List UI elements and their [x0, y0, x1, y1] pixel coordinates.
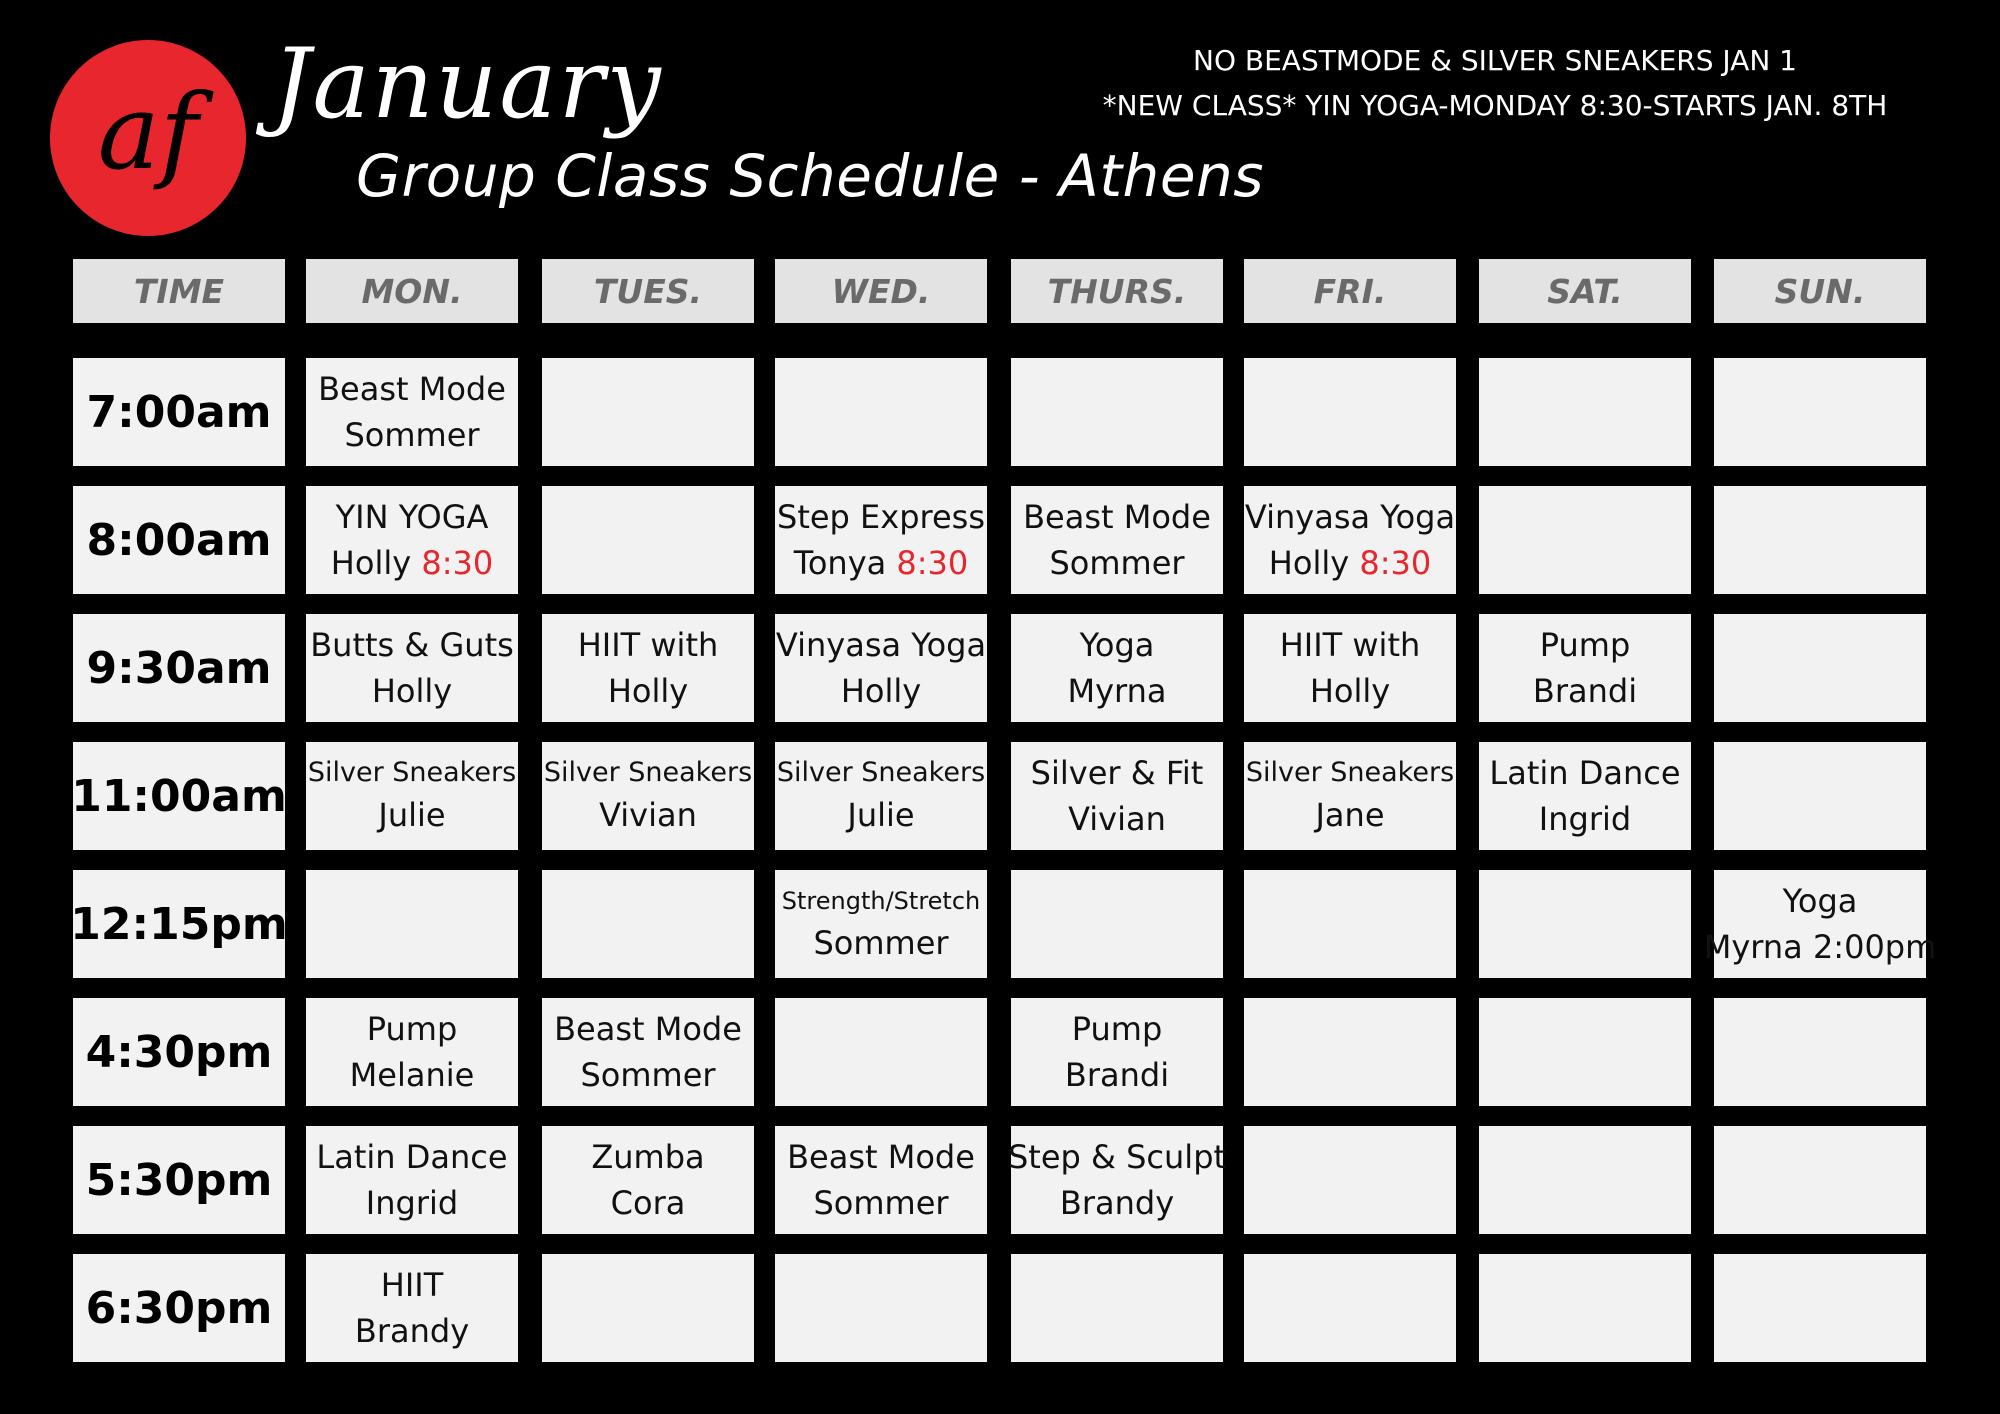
- class-cell: [542, 1254, 754, 1362]
- class-cell: [1714, 998, 1926, 1106]
- class-cell: [775, 486, 987, 594]
- column-header-time: TIME: [73, 259, 285, 323]
- class-name: Step & Sculpt: [1007, 1138, 1227, 1176]
- instructor-line: [1060, 1180, 1174, 1226]
- instructor-name: Cora: [610, 1184, 686, 1222]
- instructor-line: [580, 1052, 715, 1098]
- class-name: Silver Sneakers: [307, 757, 517, 788]
- instructor-name: Brandi: [1064, 1056, 1170, 1094]
- time-slot: 9:30am: [73, 614, 285, 722]
- class-cell: [1479, 742, 1691, 850]
- class-name: Step Express: [777, 498, 985, 536]
- instructor-name: Holly: [330, 544, 422, 582]
- column-header-mon: MON.: [306, 259, 518, 323]
- class-cell: [775, 1126, 987, 1234]
- instructor-line: [841, 668, 921, 714]
- instructor-line: [794, 540, 969, 586]
- class-cell: [1714, 1126, 1926, 1234]
- time-slot: 7:00am: [73, 358, 285, 466]
- instructor-line: [599, 792, 697, 838]
- class-cell: [1244, 870, 1456, 978]
- instructor-name: Holly: [840, 672, 922, 710]
- instructor-name: Holly: [1309, 672, 1391, 710]
- notice-line-2: *NEW CLASS* YIN YOGA-MONDAY 8:30-STARTS JAN. 8TH: [1102, 89, 1888, 122]
- class-cell: [306, 870, 518, 978]
- class-name: Vinyasa Yoga: [1244, 498, 1456, 536]
- instructor-line: [355, 1308, 469, 1354]
- class-cell: [306, 1126, 518, 1234]
- column-header-wed: WED.: [775, 259, 987, 323]
- instructor-line: [1315, 792, 1384, 838]
- instructor-name: Melanie: [349, 1056, 475, 1094]
- class-cell: [1703, 870, 1937, 978]
- class-cell: [1011, 998, 1223, 1106]
- class-cell: [542, 614, 754, 722]
- class-name: Latin Dance: [1489, 754, 1681, 792]
- instructor-line: [372, 668, 452, 714]
- instructor-name: Sommer: [580, 1056, 716, 1094]
- class-cell: [775, 1254, 987, 1362]
- class-cell: [1714, 742, 1926, 850]
- class-cell: [1011, 614, 1223, 722]
- class-name: Butts & Guts: [310, 626, 514, 664]
- instructor-line: [847, 792, 914, 838]
- class-cell: [542, 870, 754, 978]
- instructor-name: Myrna 2:00pm: [1703, 928, 1937, 966]
- class-cell: [1244, 614, 1456, 722]
- class-cell: [775, 358, 987, 466]
- instructor-name: Brandi: [1532, 672, 1638, 710]
- class-cell: [542, 998, 754, 1106]
- instructor-name: Holly: [371, 672, 453, 710]
- time-slot: 4:30pm: [73, 998, 285, 1106]
- notice-line-1: NO BEASTMODE & SILVER SNEAKERS JAN 1: [1193, 44, 1797, 77]
- instructor-line: [1310, 668, 1390, 714]
- instructor-name: Julie: [378, 796, 446, 834]
- instructor-name: Sommer: [1049, 544, 1185, 582]
- instructor-name: Sommer: [813, 924, 949, 962]
- class-name: Yoga: [1782, 882, 1858, 920]
- column-header-thurs: THURS.: [1011, 259, 1223, 323]
- class-name: HIIT with: [577, 626, 719, 664]
- class-cell: [1011, 1254, 1223, 1362]
- class-name: Pump: [1071, 1010, 1163, 1048]
- class-cell: [1244, 1126, 1456, 1234]
- class-name: Pump: [1539, 626, 1631, 664]
- class-cell: [1244, 486, 1456, 594]
- class-cell: [1244, 358, 1456, 466]
- class-name: Yoga: [1079, 626, 1155, 664]
- instructor-name: Ingrid: [1538, 800, 1632, 838]
- instructor-name: Tonya: [793, 544, 897, 582]
- instructor-line: [813, 1180, 948, 1226]
- column-header-sun: SUN.: [1714, 259, 1926, 323]
- class-name: Beast Mode: [1023, 498, 1211, 536]
- af-logo: [50, 40, 246, 236]
- class-start-time: 8:30: [896, 544, 969, 582]
- instructor-line: [1068, 796, 1166, 842]
- instructor-line: [611, 1180, 686, 1226]
- instructor-line: [1539, 796, 1631, 842]
- class-name: Strength/Stretch: [781, 887, 981, 915]
- class-cell: [1479, 870, 1691, 978]
- class-name: YIN YOGA: [335, 498, 489, 536]
- time-slot: 12:15pm: [73, 870, 285, 978]
- class-cell: [1007, 1126, 1227, 1234]
- class-cell: [775, 870, 987, 978]
- class-cell: [1244, 1254, 1456, 1362]
- time-slot: 8:00am: [73, 486, 285, 594]
- instructor-name: Myrna: [1067, 672, 1167, 710]
- class-cell: [1714, 1254, 1926, 1362]
- class-cell: [1244, 742, 1456, 850]
- class-start-time: 8:30: [421, 544, 494, 582]
- instructor-name: Holly: [607, 672, 689, 710]
- instructor-line: [366, 1180, 458, 1226]
- class-cell: [306, 358, 518, 466]
- instructor-line: [1049, 540, 1184, 586]
- class-cell: [1011, 358, 1223, 466]
- instructor-name: Brandy: [1059, 1184, 1175, 1222]
- class-cell: [1479, 614, 1691, 722]
- class-name: Latin Dance: [316, 1138, 508, 1176]
- class-cell: [1479, 998, 1691, 1106]
- instructor-name: Brandy: [354, 1312, 470, 1350]
- class-cell: [1011, 870, 1223, 978]
- class-cell: [1479, 486, 1691, 594]
- class-cell: [542, 742, 754, 850]
- class-cell: [306, 742, 518, 850]
- class-cell: [542, 486, 754, 594]
- class-cell: [1714, 486, 1926, 594]
- af-logo-icon: [50, 40, 246, 236]
- page-title: January: [272, 28, 663, 140]
- class-cell: [1244, 998, 1456, 1106]
- class-cell: [1479, 1126, 1691, 1234]
- instructor-line: [378, 792, 445, 838]
- class-name: Beast Mode: [554, 1010, 742, 1048]
- class-cell: [306, 998, 518, 1106]
- instructor-line: [1704, 924, 1937, 970]
- instructor-line: [1533, 668, 1637, 714]
- instructor-name: Vivian: [1068, 800, 1166, 838]
- time-slot: 11:00am: [73, 742, 285, 850]
- column-header-tues: TUES.: [542, 259, 754, 323]
- instructor-line: [1065, 1052, 1169, 1098]
- class-cell: [1479, 358, 1691, 466]
- class-name: Pump: [366, 1010, 458, 1048]
- class-name: Beast Mode: [787, 1138, 975, 1176]
- instructor-line: [813, 920, 948, 966]
- instructor-name: Julie: [847, 796, 915, 834]
- time-slot: 6:30pm: [73, 1254, 285, 1362]
- instructor-line: [350, 1052, 475, 1098]
- class-cell: [542, 1126, 754, 1234]
- class-cell: [775, 998, 987, 1106]
- instructor-name: Jane: [1315, 796, 1385, 834]
- instructor-line: [1067, 668, 1166, 714]
- instructor-name: Sommer: [813, 1184, 949, 1222]
- class-cell: [1011, 742, 1223, 850]
- class-name: Silver & Fit: [1030, 754, 1204, 792]
- page-subtitle: Group Class Schedule - Athens: [356, 142, 1264, 210]
- class-cell: [1011, 486, 1223, 594]
- time-slot: 5:30pm: [73, 1126, 285, 1234]
- instructor-name: Holly: [1268, 544, 1360, 582]
- instructor-line: [608, 668, 688, 714]
- logo-text: af: [97, 71, 199, 193]
- instructor-line: [1269, 540, 1431, 586]
- class-name: Vinyasa Yoga: [775, 626, 987, 664]
- class-cell: [1714, 614, 1926, 722]
- instructor-line: [344, 412, 479, 458]
- instructor-name: Vivian: [599, 796, 697, 834]
- instructor-line: [331, 540, 493, 586]
- class-cell: [775, 614, 987, 722]
- class-name: HIIT: [380, 1266, 444, 1304]
- class-start-time: 8:30: [1359, 544, 1432, 582]
- class-cell: [1714, 358, 1926, 466]
- class-cell: [775, 742, 987, 850]
- class-cell: [306, 486, 518, 594]
- class-name: HIIT with: [1279, 626, 1421, 664]
- instructor-name: Ingrid: [365, 1184, 459, 1222]
- column-header-sat: SAT.: [1479, 259, 1691, 323]
- class-cell: [542, 358, 754, 466]
- class-name: Silver Sneakers: [776, 757, 986, 788]
- class-cell: [306, 1254, 518, 1362]
- class-name: Silver Sneakers: [543, 757, 753, 788]
- class-name: Zumba: [591, 1138, 705, 1176]
- class-name: Silver Sneakers: [1245, 757, 1455, 788]
- class-cell: [1479, 1254, 1691, 1362]
- class-cell: [306, 614, 518, 722]
- column-header-fri: FRI.: [1244, 259, 1456, 323]
- instructor-name: Sommer: [344, 416, 480, 454]
- class-name: Beast Mode: [318, 370, 506, 408]
